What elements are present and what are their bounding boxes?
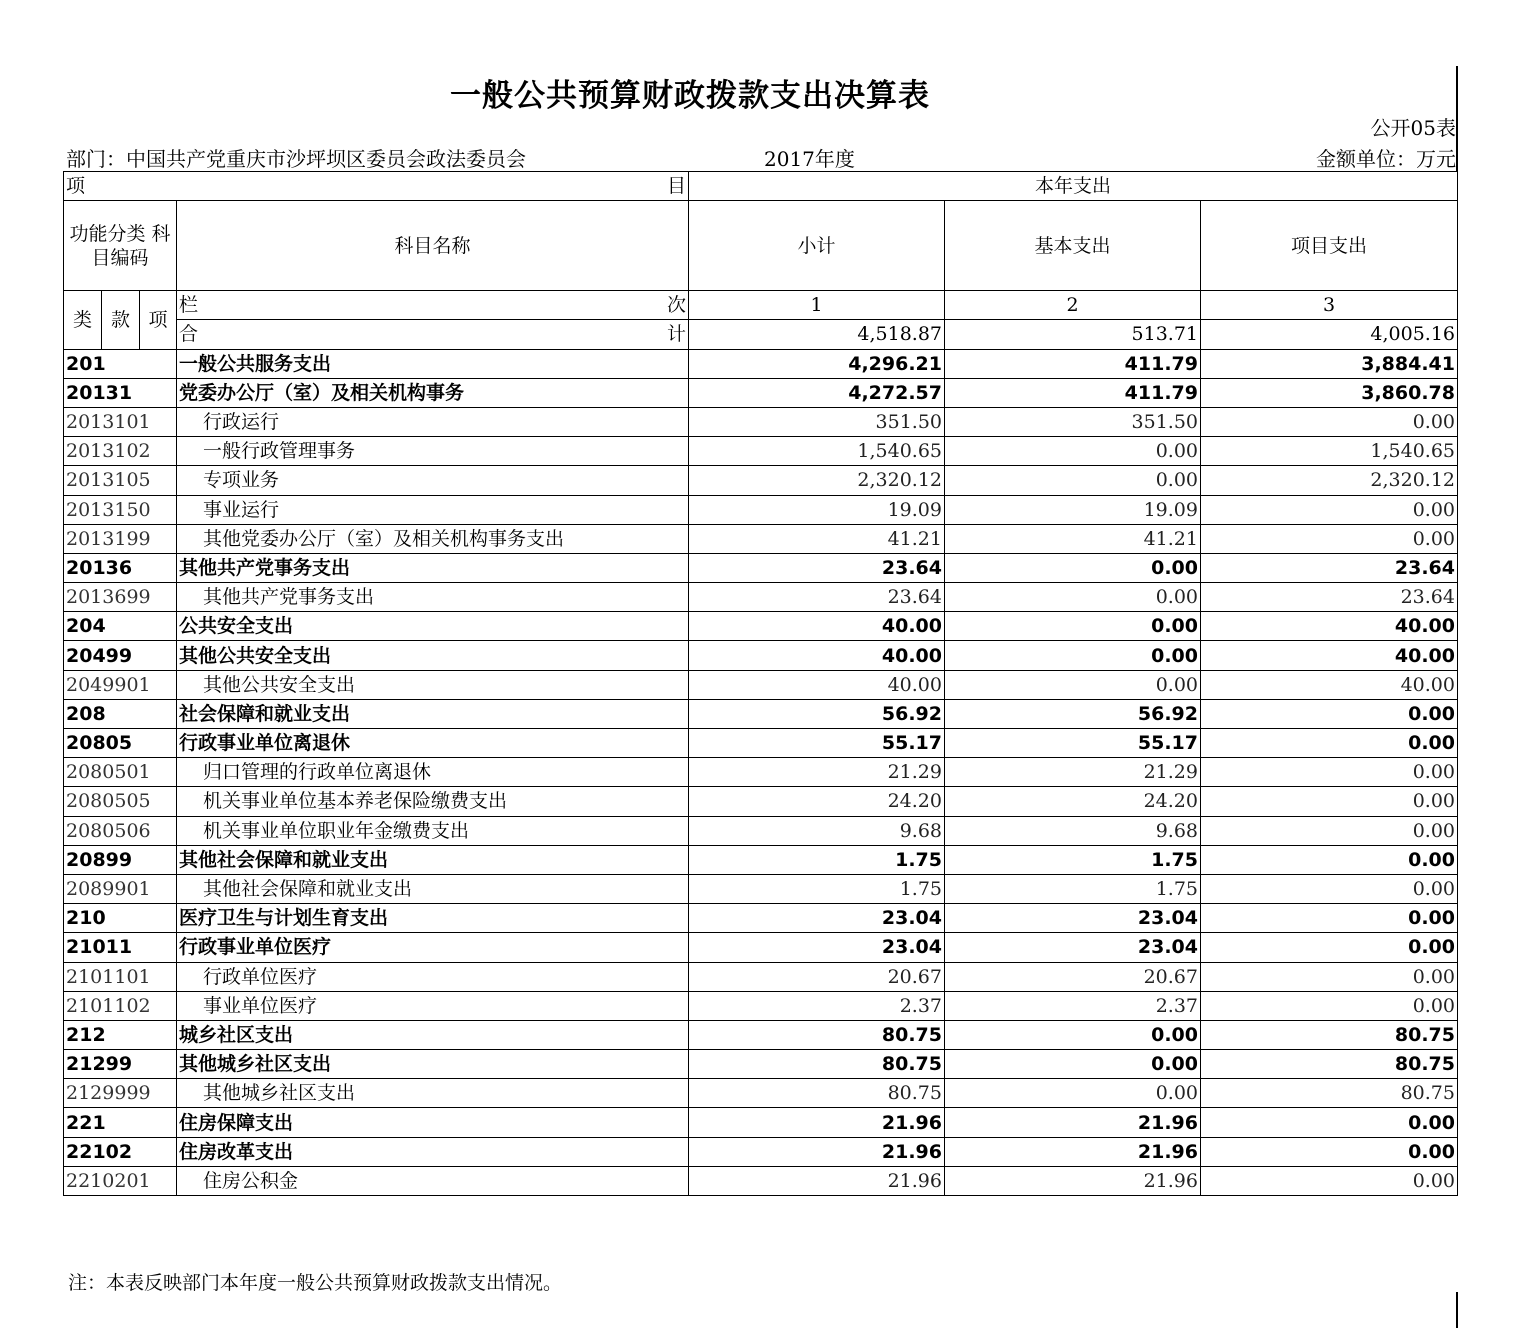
basic-value: 0.00	[945, 1050, 1201, 1079]
header-col1: 1	[689, 291, 945, 320]
header-col2: 2	[945, 291, 1201, 320]
basic-value: 23.04	[945, 933, 1201, 962]
subtotal-value: 40.00	[689, 670, 945, 699]
subject-name: 社会保障和就业支出	[177, 699, 689, 728]
subject-code: 221	[64, 1108, 177, 1137]
table-row	[64, 729, 1458, 758]
total-project: 4,005.16	[1201, 320, 1458, 349]
subject-code: 2049901	[64, 670, 177, 699]
table-row	[64, 553, 1458, 582]
total-row	[64, 320, 1458, 349]
subtotal-value: 1.75	[689, 845, 945, 874]
project-value: 0.00	[1201, 524, 1458, 553]
subject-name: 其他城乡社区支出	[177, 1050, 689, 1079]
table-row	[64, 1166, 1458, 1195]
basic-value: 0.00	[945, 641, 1201, 670]
basic-value: 411.79	[945, 349, 1201, 378]
subject-name: 一般行政管理事务	[177, 437, 689, 466]
subtotal-value: 40.00	[689, 612, 945, 641]
subject-name: 其他共产党事务支出	[177, 553, 689, 582]
basic-value: 56.92	[945, 699, 1201, 728]
basic-value: 2.37	[945, 991, 1201, 1020]
basic-value: 0.00	[945, 1079, 1201, 1108]
subject-code: 22102	[64, 1137, 177, 1166]
subtotal-value: 23.04	[689, 933, 945, 962]
project-value: 0.00	[1201, 407, 1458, 436]
subject-name: 其他社会保障和就业支出	[177, 874, 689, 903]
subject-code: 2013699	[64, 583, 177, 612]
subject-code: 21299	[64, 1050, 177, 1079]
table-row	[64, 787, 1458, 816]
table-row	[64, 378, 1458, 407]
basic-value: 1.75	[945, 845, 1201, 874]
total-ji: 计	[666, 323, 686, 346]
subtotal-value: 9.68	[689, 816, 945, 845]
page-title: 一般公共预算财政拨款支出决算表	[450, 78, 930, 114]
basic-value: 351.50	[945, 407, 1201, 436]
project-value: 0.00	[1201, 1166, 1458, 1195]
subtotal-value: 56.92	[689, 699, 945, 728]
subtotal-value: 23.04	[689, 904, 945, 933]
footnote: 注：本表反映部门本年度一般公共预算财政拨款支出情况。	[68, 1272, 563, 1294]
basic-value: 0.00	[945, 1020, 1201, 1049]
basic-value: 41.21	[945, 524, 1201, 553]
subtotal-value: 24.20	[689, 787, 945, 816]
subject-name: 事业单位医疗	[177, 991, 689, 1020]
project-value: 0.00	[1201, 962, 1458, 991]
subject-code: 2129999	[64, 1079, 177, 1108]
project-value: 0.00	[1201, 933, 1458, 962]
table-row	[64, 1108, 1458, 1137]
basic-value: 20.67	[945, 962, 1201, 991]
project-value: 0.00	[1201, 1137, 1458, 1166]
project-value: 80.75	[1201, 1050, 1458, 1079]
subtotal-value: 21.96	[689, 1137, 945, 1166]
budget-table	[63, 171, 1458, 1196]
subtotal-value: 1,540.65	[689, 437, 945, 466]
table-row	[64, 1050, 1458, 1079]
subtotal-value: 80.75	[689, 1050, 945, 1079]
subject-name: 一般公共服务支出	[177, 349, 689, 378]
subject-name: 行政事业单位离退休	[177, 729, 689, 758]
project-value: 2,320.12	[1201, 466, 1458, 495]
header-current-year-expense: 本年支出	[689, 172, 1458, 201]
subtotal-value: 80.75	[689, 1079, 945, 1108]
subject-code: 2080505	[64, 787, 177, 816]
header-subtotal: 小计	[689, 201, 945, 291]
project-value: 1,540.65	[1201, 437, 1458, 466]
subject-code: 20499	[64, 641, 177, 670]
basic-value: 9.68	[945, 816, 1201, 845]
project-value: 0.00	[1201, 495, 1458, 524]
subject-name: 住房保障支出	[177, 1108, 689, 1137]
subject-name: 城乡社区支出	[177, 1020, 689, 1049]
amount-unit: 金额单位：万元	[1316, 147, 1456, 171]
right-margin-line-top	[1456, 66, 1458, 171]
project-value: 0.00	[1201, 699, 1458, 728]
subject-name: 医疗卫生与计划生育支出	[177, 904, 689, 933]
subject-name: 其他公共安全支出	[177, 641, 689, 670]
project-value: 3,884.41	[1201, 349, 1458, 378]
basic-value: 0.00	[945, 466, 1201, 495]
basic-value: 0.00	[945, 437, 1201, 466]
total-subtotal: 4,518.87	[689, 320, 945, 349]
subject-name: 机关事业单位职业年金缴费支出	[177, 816, 689, 845]
basic-value: 21.29	[945, 758, 1201, 787]
project-value: 23.64	[1201, 553, 1458, 582]
subject-name: 其他社会保障和就业支出	[177, 845, 689, 874]
table-row	[64, 670, 1458, 699]
table-row	[64, 962, 1458, 991]
basic-value: 0.00	[945, 583, 1201, 612]
subtotal-value: 40.00	[689, 641, 945, 670]
subject-code: 20136	[64, 553, 177, 582]
subject-name: 事业运行	[177, 495, 689, 524]
table-row	[64, 1137, 1458, 1166]
header-row-2	[64, 201, 1458, 291]
subject-name: 专项业务	[177, 466, 689, 495]
basic-value: 24.20	[945, 787, 1201, 816]
basic-value: 19.09	[945, 495, 1201, 524]
basic-value: 411.79	[945, 378, 1201, 407]
subject-name: 其他共产党事务支出	[177, 583, 689, 612]
subject-name: 其他党委办公厅（室）及相关机构事务支出	[177, 524, 689, 553]
project-value: 40.00	[1201, 670, 1458, 699]
subject-name: 行政单位医疗	[177, 962, 689, 991]
subject-name: 其他城乡社区支出	[177, 1079, 689, 1108]
header-row-3	[64, 291, 1458, 320]
basic-value: 21.96	[945, 1166, 1201, 1195]
subject-code: 210	[64, 904, 177, 933]
table-row	[64, 1079, 1458, 1108]
subject-name: 归口管理的行政单位离退休	[177, 758, 689, 787]
table-row	[64, 699, 1458, 728]
subject-name: 住房改革支出	[177, 1137, 689, 1166]
subtotal-value: 23.64	[689, 553, 945, 582]
header-lei: 类	[64, 291, 102, 349]
table-row	[64, 845, 1458, 874]
subtotal-value: 80.75	[689, 1020, 945, 1049]
header-col3: 3	[1201, 291, 1458, 320]
project-value: 3,860.78	[1201, 378, 1458, 407]
total-he: 合	[179, 323, 199, 346]
project-value: 0.00	[1201, 845, 1458, 874]
header-item-right: 目	[666, 175, 686, 198]
subject-name: 其他公共安全支出	[177, 670, 689, 699]
subject-name: 公共安全支出	[177, 612, 689, 641]
basic-value: 1.75	[945, 874, 1201, 903]
basic-value: 23.04	[945, 904, 1201, 933]
table-row	[64, 933, 1458, 962]
subtotal-value: 1.75	[689, 874, 945, 903]
subtotal-value: 4,272.57	[689, 378, 945, 407]
basic-value: 0.00	[945, 670, 1201, 699]
fiscal-year: 2017年度	[764, 147, 855, 171]
header-item-left: 项	[66, 175, 86, 198]
subject-name: 住房公积金	[177, 1166, 689, 1195]
subject-code: 2101102	[64, 991, 177, 1020]
header-item-cell	[64, 172, 689, 201]
subtotal-value: 23.64	[689, 583, 945, 612]
header-project: 项目支出	[1201, 201, 1458, 291]
subject-code: 2089901	[64, 874, 177, 903]
subject-code: 2080501	[64, 758, 177, 787]
table-row	[64, 1020, 1458, 1049]
project-value: 0.00	[1201, 991, 1458, 1020]
subject-code: 2101101	[64, 962, 177, 991]
table-row	[64, 641, 1458, 670]
subtotal-value: 351.50	[689, 407, 945, 436]
right-margin-line-bottom	[1456, 1292, 1458, 1328]
subject-code: 2013199	[64, 524, 177, 553]
table-row	[64, 758, 1458, 787]
subject-name: 行政事业单位医疗	[177, 933, 689, 962]
header-basic: 基本支出	[945, 201, 1201, 291]
header-row-1	[64, 172, 1458, 201]
project-value: 0.00	[1201, 758, 1458, 787]
subject-code: 212	[64, 1020, 177, 1049]
table-row	[64, 407, 1458, 436]
subtotal-value: 21.29	[689, 758, 945, 787]
subtotal-value: 2,320.12	[689, 466, 945, 495]
subject-code: 2013101	[64, 407, 177, 436]
subject-code: 20805	[64, 729, 177, 758]
project-value: 40.00	[1201, 641, 1458, 670]
subject-code: 2013105	[64, 466, 177, 495]
subject-code: 208	[64, 699, 177, 728]
project-value: 0.00	[1201, 1108, 1458, 1137]
subtotal-value: 2.37	[689, 991, 945, 1020]
basic-value: 0.00	[945, 612, 1201, 641]
project-value: 0.00	[1201, 816, 1458, 845]
subject-name: 行政运行	[177, 407, 689, 436]
subtotal-value: 41.21	[689, 524, 945, 553]
subtotal-value: 21.96	[689, 1108, 945, 1137]
project-value: 80.75	[1201, 1020, 1458, 1049]
total-basic: 513.71	[945, 320, 1201, 349]
project-value: 40.00	[1201, 612, 1458, 641]
table-row	[64, 495, 1458, 524]
header-ci: 次	[666, 294, 686, 317]
table-row	[64, 349, 1458, 378]
table-row	[64, 583, 1458, 612]
subject-code: 2013150	[64, 495, 177, 524]
project-value: 0.00	[1201, 874, 1458, 903]
subtotal-value: 20.67	[689, 962, 945, 991]
subject-code: 20899	[64, 845, 177, 874]
header-subject-name: 科目名称	[177, 201, 689, 291]
subtotal-value: 4,296.21	[689, 349, 945, 378]
table-row	[64, 816, 1458, 845]
table-row	[64, 612, 1458, 641]
table-row	[64, 524, 1458, 553]
table-row	[64, 991, 1458, 1020]
subject-code: 2210201	[64, 1166, 177, 1195]
subtotal-value: 55.17	[689, 729, 945, 758]
basic-value: 21.96	[945, 1137, 1201, 1166]
header-lan: 栏	[179, 294, 199, 317]
department-label: 部门：中国共产党重庆市沙坪坝区委员会政法委员会	[66, 147, 526, 171]
subject-code: 20131	[64, 378, 177, 407]
subtotal-value: 19.09	[689, 495, 945, 524]
subject-name: 党委办公厅（室）及相关机构事务	[177, 378, 689, 407]
subtotal-value: 21.96	[689, 1166, 945, 1195]
project-value: 23.64	[1201, 583, 1458, 612]
header-lanci-cell	[177, 291, 689, 320]
header-xiang: 项	[140, 291, 177, 349]
project-value: 80.75	[1201, 1079, 1458, 1108]
table-row	[64, 437, 1458, 466]
table-row	[64, 904, 1458, 933]
subject-name: 机关事业单位基本养老保险缴费支出	[177, 787, 689, 816]
total-label-cell	[177, 320, 689, 349]
basic-value: 0.00	[945, 553, 1201, 582]
subject-code: 2013102	[64, 437, 177, 466]
project-value: 0.00	[1201, 904, 1458, 933]
project-value: 0.00	[1201, 729, 1458, 758]
project-value: 0.00	[1201, 787, 1458, 816]
subject-code: 2080506	[64, 816, 177, 845]
subject-code: 201	[64, 349, 177, 378]
table-row	[64, 874, 1458, 903]
subject-code: 21011	[64, 933, 177, 962]
table-row	[64, 466, 1458, 495]
subject-code: 204	[64, 612, 177, 641]
header-func-code: 功能分类 科目编码	[64, 201, 177, 291]
header-kuan: 款	[102, 291, 140, 349]
basic-value: 55.17	[945, 729, 1201, 758]
form-number: 公开05表	[1370, 116, 1456, 140]
basic-value: 21.96	[945, 1108, 1201, 1137]
